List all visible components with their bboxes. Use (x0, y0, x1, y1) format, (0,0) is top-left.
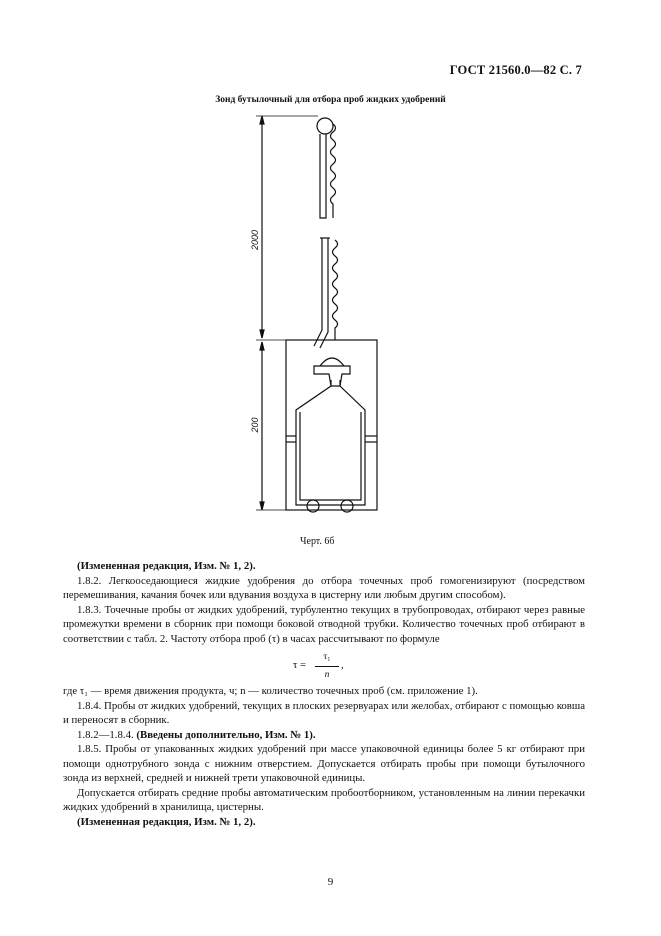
figure-label: Черт. 6б (300, 536, 335, 547)
dimension-label-upper: 2000 (250, 229, 260, 251)
amendment-note-1: (Измененная редакция, Изм. № 1, 2). (77, 560, 256, 572)
paragraph-1-8-2: 1.8.2. Легкооседающиеся жидкие удобрения до отбора точечных проб гомогенизируют (посредством перемешивания, качания бочек или вдувания воздуха в цистерну или любым другим способом). (63, 574, 585, 601)
amendment-range: 1.8.2—1.8.4. (77, 728, 134, 741)
formula (63, 646, 585, 684)
formula-comma: , (341, 659, 344, 671)
dimension-label-lower: 200 (250, 417, 260, 433)
paragraph-1-8-5: 1.8.5. Пробы от упакованных жидких удобрений при массе упаковочной единицы более 5 кг отбирают при помощи однотрубного зонда с нижним отверстием. Допускается отбирать пробы при помощи бутылочного зонда из верхней, средней и нижней трети упаковочной единицы. (63, 743, 585, 784)
formula-fraction (315, 650, 339, 682)
formula-numerator: τ₁ (315, 650, 339, 667)
handle-ring (317, 118, 333, 134)
formula-denominator: n (324, 669, 330, 680)
document-reference: ГОСТ 21560.0—82 С. 7 (449, 63, 582, 77)
amendment-note-3: (Измененная редакция, Изм. № 1, 2). (77, 815, 256, 828)
figure-title: Зонд бутылочный для отбора проб жидких удобрений (215, 95, 446, 105)
page-number: 9 (327, 876, 334, 888)
paragraph-auto-sampler: Допускается отбирать средние пробы автоматическим пробоотборником, установленным на линии перекачки жидких удобрений в хранилища, цистерны. (63, 786, 585, 813)
formula-left: τ = (293, 659, 307, 671)
paragraph-1-8-4: 1.8.4. Пробы от жидких удобрений, текущих в плоских резервуарах или желобах, отбирают с помощью ковша и переносят в сборник. (63, 699, 585, 726)
bottle (296, 380, 365, 505)
amendment-text: (Введены дополнительно, Изм. № 1). (136, 728, 316, 741)
paragraph-1-8-3: 1.8.3. Точечные пробы от жидких удобрений, турбулентно текущих в трубопроводах, отбирают через равные промежутки времени в сборник при помощи боковой отводной трубки. Количество точечных проб отбирают в соответствии с табл. 2. Частоту отбора проб (τ) в часах рассчитывают по формуле (63, 603, 585, 645)
rope-upper (331, 124, 336, 218)
amendment-note-2 (63, 728, 585, 743)
body-text (63, 559, 585, 829)
stopper (314, 366, 350, 386)
rope-lower (333, 240, 338, 340)
formula-legend: где τ₁ — время движения продукта, ч; n — количество точечных проб (см. приложение 1). (63, 685, 478, 697)
